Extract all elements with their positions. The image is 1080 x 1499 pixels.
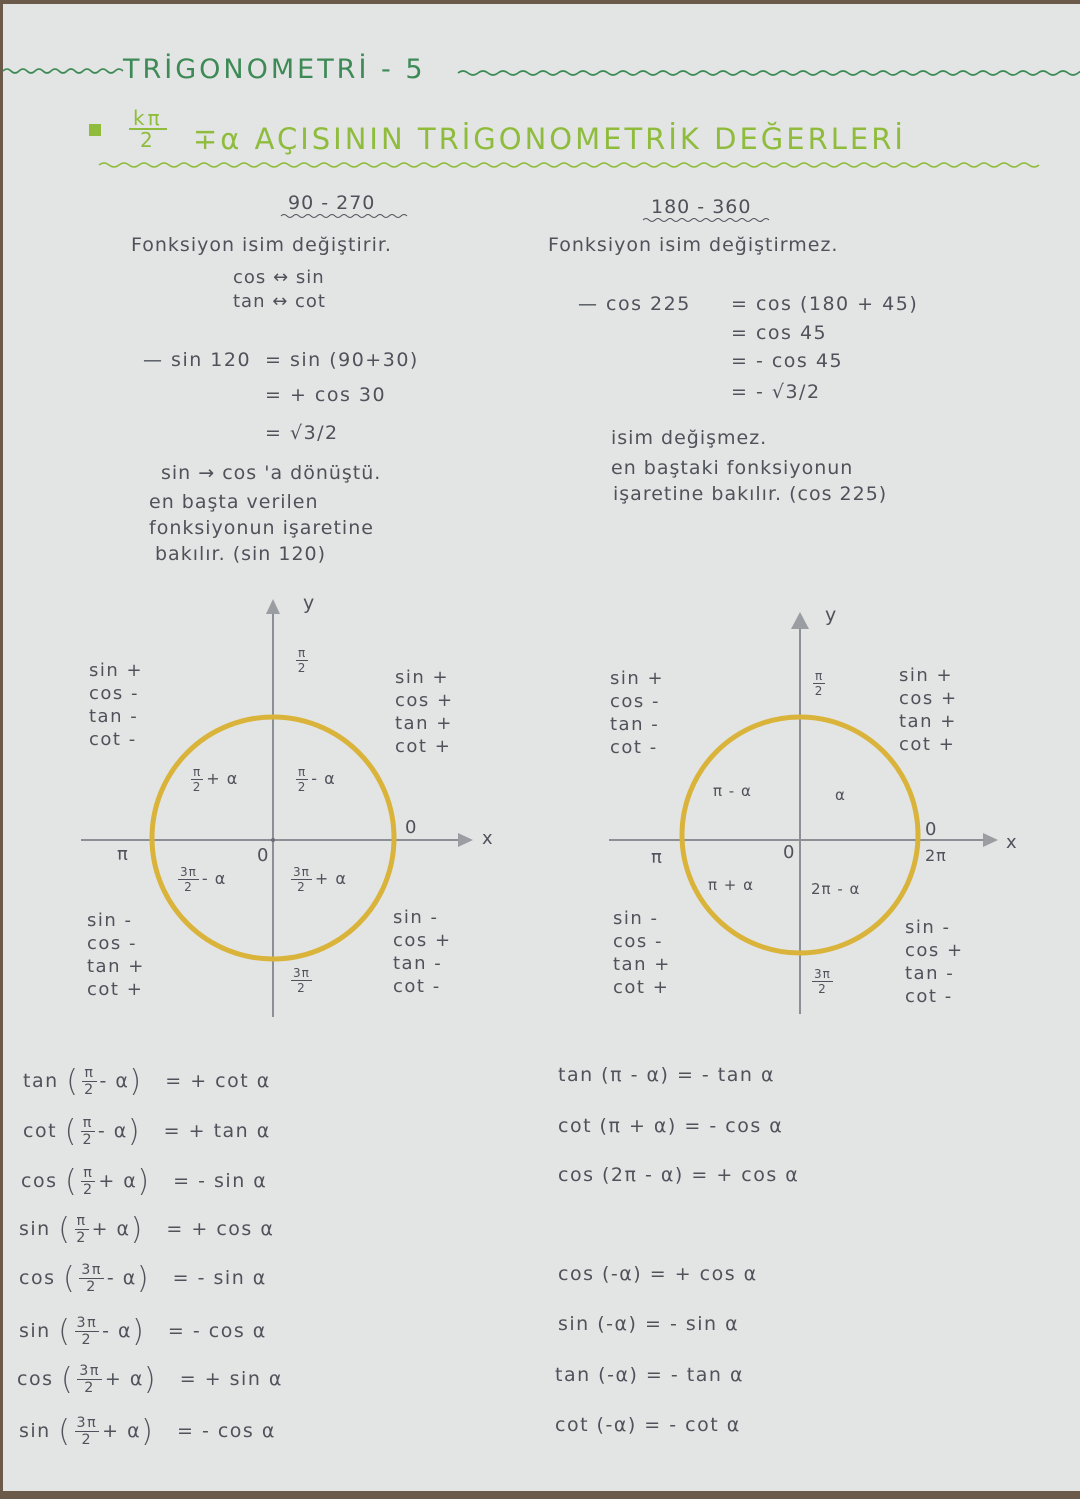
identity-row-right: tan (π - α) = - tan α <box>558 1064 775 1086</box>
left-swap-1: cos ↔ sin <box>233 267 325 288</box>
left-heading: 90 - 270 <box>288 192 376 214</box>
left-example-rhs-2: = + cos 30 <box>265 384 387 406</box>
identity-row: sin ( $\frac{3\pi}{2}$ + α) = - cos α <box>19 1414 276 1449</box>
left-q1-angle: $\frac{\pi}{2}$ - α <box>297 765 336 794</box>
left-label-3pi-over-2: $\frac{3\pi}{2}$ <box>293 966 310 995</box>
left-axis-y-label: y <box>303 592 316 614</box>
left-label-0: 0 <box>405 817 418 838</box>
right-label-pi-over-2: $\frac{\pi}{2}$ <box>814 669 824 698</box>
right-q2-angle: π - α <box>713 782 752 800</box>
left-example-rhs-3: = √3/2 <box>265 422 339 444</box>
subtitle-text: ∓α AÇISININ TRİGONOMETRİK DEĞERLERİ <box>193 122 906 156</box>
identity-row: tan ( $\frac{\pi}{2}$ - α) = + cot α <box>23 1064 271 1099</box>
right-label-0: 0 <box>925 819 938 840</box>
identity-row-right: cos (-α) = + cos α <box>558 1263 758 1285</box>
title-wavy-right <box>458 68 1078 78</box>
left-q4-signs: sin - cos + tan - cot - <box>393 907 452 997</box>
right-note-2: en baştaki fonksiyonun <box>611 457 854 479</box>
right-example-rhs-2: = cos 45 <box>731 322 828 344</box>
subtitle-wavy-underline <box>99 160 999 170</box>
left-q1-signs: sin + cos + tan + cot + <box>395 667 454 757</box>
left-example-lhs: — sin 120 <box>143 349 252 371</box>
left-q4-angle: $\frac{3\pi}{2}$ + α <box>293 865 347 894</box>
right-example-rhs-4: = - √3/2 <box>731 381 821 403</box>
left-note-3: fonksiyonun işaretine <box>149 517 374 539</box>
right-origin-label: 0 <box>783 842 796 863</box>
right-axis-y-label: y <box>825 604 838 626</box>
identity-row: sin ( $\frac{3\pi}{2}$ - α) = - cos α <box>19 1314 267 1349</box>
right-example-rhs-1: = cos (180 + 45) <box>731 293 919 315</box>
right-label-2pi: 2π <box>925 846 947 865</box>
identity-row-right: cot (π + α) = - cos α <box>558 1115 784 1137</box>
right-axis-x-label: x <box>1006 832 1018 853</box>
subtitle-fraction-num: kπ <box>129 108 167 130</box>
right-q4-angle: 2π - α <box>811 880 861 898</box>
left-note-4: bakılır. (sin 120) <box>155 543 327 565</box>
left-swap-2: tan ↔ cot <box>233 291 326 312</box>
left-note-2: en başta verilen <box>149 491 319 513</box>
right-q3-angle: π + α <box>708 876 755 894</box>
right-q1-signs: sin + cos + tan + cot + <box>899 665 958 755</box>
left-q2-angle: $\frac{\pi}{2}$ + α <box>192 765 239 794</box>
bullet-icon <box>89 124 101 136</box>
left-example-rhs-1: = sin (90+30) <box>265 349 419 371</box>
identity-row: cos ( $\frac{3\pi}{2}$ - α) = - sin α <box>19 1261 267 1296</box>
left-q3-signs: sin - cos - tan + cot + <box>87 910 145 1000</box>
subtitle-fraction <box>129 108 167 150</box>
right-heading: 180 - 360 <box>651 196 752 218</box>
right-label-pi: π <box>651 847 663 868</box>
identity-row: cos ( $\frac{3\pi}{2}$ + α) = + sin α <box>17 1362 283 1397</box>
identity-row: cot ( $\frac{\pi}{2}$ - α) = + tan α <box>23 1114 271 1149</box>
left-q3-angle: $\frac{3\pi}{2}$ - α <box>180 865 227 894</box>
title-wavy-left <box>3 66 123 76</box>
right-rule: Fonksiyon isim değiştirmez. <box>548 234 839 256</box>
left-axis-x-label: x <box>482 828 494 849</box>
identity-row-right: cos (2π - α) = + cos α <box>558 1164 800 1186</box>
right-q2-signs: sin + cos - tan - cot - <box>610 668 665 758</box>
identity-row-right: cot (-α) = - cot α <box>555 1414 741 1436</box>
left-label-pi: π <box>117 844 129 865</box>
subtitle-fraction-den: 2 <box>139 128 156 152</box>
identity-row-right: tan (-α) = - tan α <box>555 1364 744 1386</box>
right-note-1: isim değişmez. <box>611 427 768 449</box>
notebook-page <box>3 4 1080 1491</box>
right-heading-wavy <box>643 216 773 224</box>
identity-row: sin ( $\frac{\pi}{2}$ + α) = + cos α <box>19 1212 275 1247</box>
right-q1-angle: α <box>835 786 846 804</box>
left-heading-wavy <box>281 212 411 220</box>
right-example-lhs: — cos 225 <box>578 293 691 315</box>
page-title: TRİGONOMETRİ - 5 <box>123 54 426 85</box>
identity-row: cos ( $\frac{\pi}{2}$ + α) = - sin α <box>21 1164 268 1199</box>
right-q3-signs: sin - cos - tan + cot + <box>613 908 671 998</box>
left-label-pi-over-2: $\frac{\pi}{2}$ <box>297 646 307 675</box>
right-note-3: işaretine bakılır. (cos 225) <box>613 483 888 505</box>
left-origin-label: 0 <box>257 845 270 866</box>
left-note-1: sin → cos 'a dönüştü. <box>161 462 382 484</box>
right-q4-signs: sin - cos + tan - cot - <box>905 917 964 1007</box>
identity-row-right: sin (-α) = - sin α <box>558 1313 740 1335</box>
left-q2-signs: sin + cos - tan - cot - <box>89 660 144 750</box>
left-rule: Fonksiyon isim değiştirir. <box>131 234 392 256</box>
right-label-3pi-over-2: $\frac{3\pi}{2}$ <box>814 967 831 996</box>
right-example-rhs-3: = - cos 45 <box>731 350 844 372</box>
